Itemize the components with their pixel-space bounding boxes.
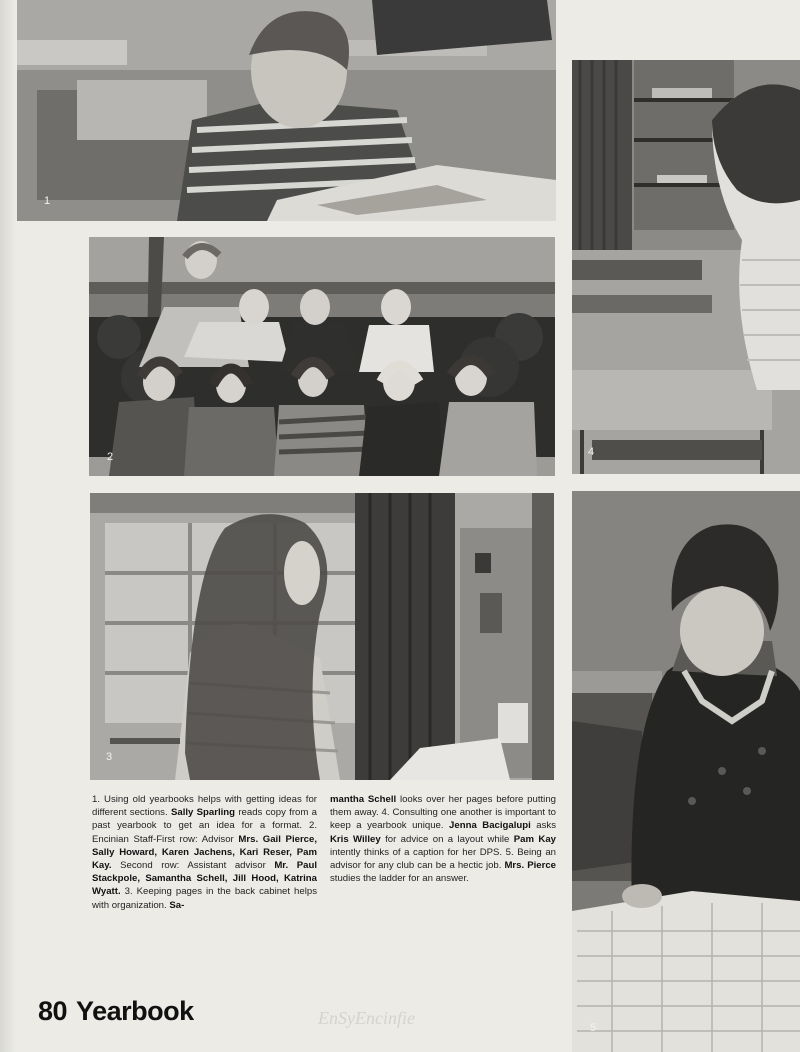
- caption-column-2: [330, 793, 556, 885]
- page-binding-shadow: [0, 0, 16, 1052]
- photo-5-advisor: [572, 491, 800, 1052]
- caption-text: asks: [530, 820, 556, 832]
- caption-name: Mr. Paul Stackpole, Samantha Schell, Jill Hood, Katrina Wyatt.: [92, 860, 317, 898]
- caption-text: Second row: Assistant advisor: [111, 860, 275, 872]
- caption-name: Jenna Bacigalupi: [449, 820, 531, 832]
- caption-name: Sally Sparling: [170, 807, 236, 819]
- caption-name: Mrs. Pierce: [504, 860, 556, 872]
- section-title: Yearbook: [76, 996, 194, 1026]
- show-through-text: EnSyEncinfie: [318, 1008, 415, 1028]
- caption-text: 1. Using old yearbooks helps with getting ideas for different sections.: [92, 794, 317, 819]
- caption-text: reads copy from a past yearbook to get an idea for a format. 2. Encinian Staff-First row: Advisor: [92, 807, 317, 845]
- caption-text: studies the ladder for an answer.: [330, 873, 469, 885]
- photo-number: 2: [107, 451, 114, 463]
- photo-number: 1: [44, 195, 51, 207]
- page-number: 80: [38, 996, 68, 1026]
- photo-3-cabinet: [90, 493, 554, 780]
- caption-name: Pam Kay: [513, 833, 556, 845]
- caption-text: 3. Keeping pages in the back cabinet helps with organization.: [92, 886, 317, 911]
- caption-text: looks over her pages before putting them away. 4. Consulting one another is important to keep a yearbook unique.: [330, 794, 556, 832]
- page-folio: [38, 996, 203, 1027]
- caption-name: Mrs. Gail Pierce, Sally Howard, Karen Jachens, Kari Reser, Pam Kay.: [92, 833, 318, 872]
- caption-name: Kris Willey: [330, 833, 381, 845]
- photo-2-staff-group: [89, 237, 555, 476]
- photo-1-student-reading: [17, 0, 556, 221]
- caption-name: Sa-: [169, 899, 185, 911]
- photo-number: 5: [590, 1022, 597, 1034]
- photo-4-classroom: [572, 60, 800, 474]
- caption-column-1: [92, 793, 317, 912]
- caption-text: for advice on a layout while: [380, 833, 514, 845]
- caption-name: mantha Schell: [330, 794, 397, 805]
- photo-number: 4: [588, 446, 595, 458]
- caption-text: intently thinks of a caption for her DPS. 5. Being an advisor for any club can be a hectic job.: [330, 846, 556, 872]
- photo-number: 3: [106, 751, 113, 763]
